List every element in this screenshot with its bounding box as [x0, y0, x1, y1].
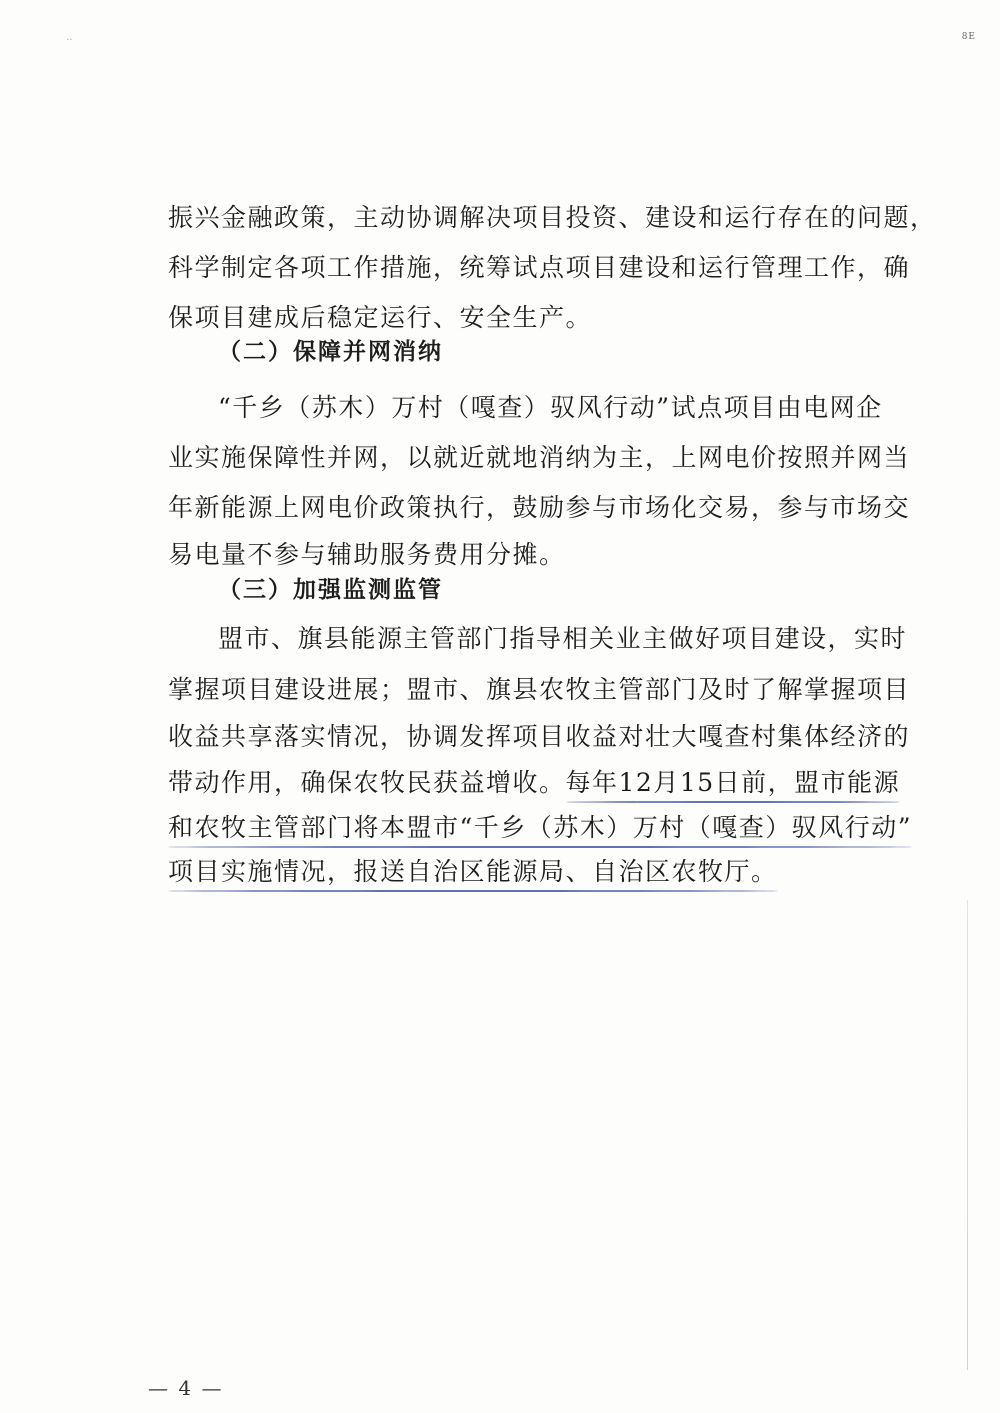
- paragraph-line-2: 科学制定各项工作措施，统筹试点项目建设和运行管理工作，确: [168, 253, 911, 282]
- pen-underline: [566, 801, 901, 803]
- paragraph-line-6: 年新能源上网电价政策执行，鼓励参与市场化交易，参与市场交: [168, 493, 911, 522]
- highlighted-deadline: [566, 768, 901, 797]
- line-11-highlight-text: 每年12月15日前，盟市能源: [565, 768, 901, 797]
- scan-edge-line: [967, 900, 968, 1370]
- pen-underline: [168, 890, 778, 892]
- corner-mark: 8E: [961, 32, 976, 42]
- paragraph-line-9: 掌握项目建设进展；盟市、旗县农牧主管部门及时了解掌握项目: [168, 675, 911, 704]
- highlighted-line-12: [168, 813, 912, 842]
- paragraph-line-4: “千乡（苏木）万村（嘎查）驭风行动”试点项目由电网企: [218, 393, 883, 422]
- paragraph-line-3: 保项目建成后稳定运行、安全生产。: [168, 303, 593, 332]
- line-11-text: 带动作用，确保农牧民获益增收。: [168, 768, 566, 797]
- paragraph-line-12: [168, 813, 913, 843]
- line-12-text: 和农牧主管部门将本盟市“千乡（苏木）万村（嘎查）驭风行动”: [168, 813, 913, 842]
- paragraph-line-1: 振兴金融政策，主动协调解决项目投资、建设和运行存在的问题，: [168, 203, 937, 232]
- paragraph-line-7: 易电量不参与辅助服务费用分摊。: [168, 540, 566, 569]
- highlighted-line-13: [168, 857, 778, 886]
- paragraph-line-5: 业实施保障性并网，以就近就地消纳为主，上网电价按照并网当: [168, 443, 911, 472]
- line-13-text: 项目实施情况，报送自治区能源局、自治区农牧厅。: [168, 857, 778, 886]
- section-heading-2: （二）保障并网消纳: [218, 339, 443, 365]
- pen-underline: [168, 846, 912, 848]
- section-heading-3: （三）加强监测监管: [218, 577, 443, 603]
- paragraph-line-10: 收益共享落实情况，协调发挥项目收益对壮大嘎查村集体经济的: [168, 722, 911, 751]
- scan-dot-mark: ‥: [66, 32, 73, 43]
- paragraph-line-8: 盟市、旗县能源主管部门指导相关业主做好项目建设，实时: [218, 624, 908, 653]
- paragraph-line-11: [168, 768, 901, 798]
- paragraph-line-13: [168, 857, 888, 887]
- page-number: — 4 —: [148, 1376, 224, 1400]
